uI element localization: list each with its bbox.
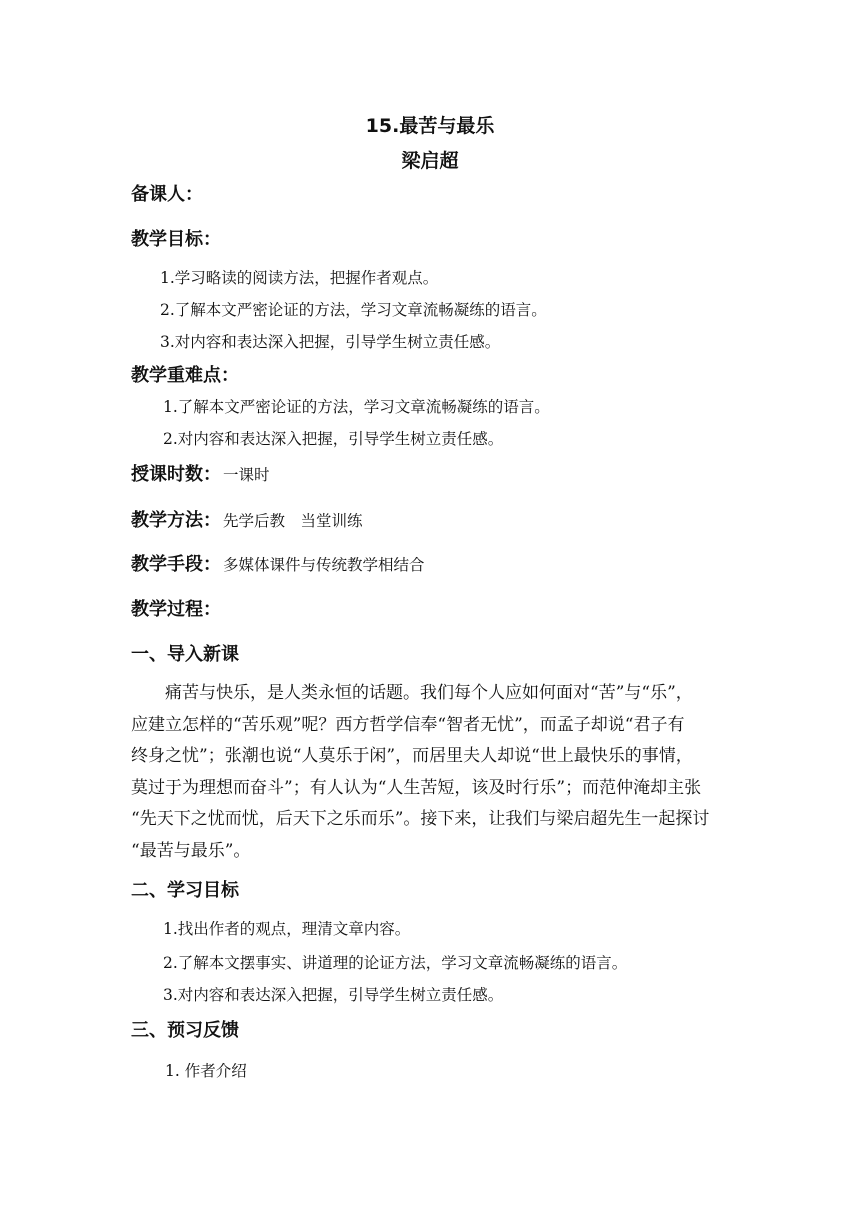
- objective-item: 2.了解本文严密论证的方法，学习文章流畅凝练的语言。: [160, 301, 547, 319]
- objective-item: 1.学习略读的阅读方法，把握作者观点。: [160, 269, 439, 287]
- preview-item: 1. 作者介绍: [165, 1062, 247, 1080]
- hours-label: 授课时数：: [131, 464, 221, 485]
- learning-objective-item: 2.了解本文摆事实、讲道理的论证方法，学习文章流畅凝练的语言。: [163, 954, 628, 972]
- hours-row: [131, 460, 270, 486]
- key-point-item: 2.对内容和表达深入把握，引导学生树立责任感。: [163, 430, 504, 448]
- prep-person-label: 备课人：: [131, 184, 203, 205]
- method-label: 教学方法：: [131, 510, 221, 531]
- paragraph-line: “最苦与最乐”。: [131, 840, 251, 861]
- section-heading-preview: 三、预习反馈: [131, 1020, 239, 1041]
- section-heading-objectives: 二、学习目标: [131, 880, 239, 901]
- author-name: 梁启超: [401, 150, 459, 172]
- process-label: 教学过程：: [131, 599, 221, 620]
- paragraph-line: “先天下之忧而忧，后天下之乐而乐”。接下来，让我们与梁启超先生一起探讨: [131, 809, 710, 830]
- method-value: 先学后教 当堂训练: [223, 512, 363, 530]
- means-row: [131, 550, 425, 576]
- objective-item: 3.对内容和表达深入把握，引导学生树立责任感。: [160, 333, 501, 351]
- paragraph-line: 应建立怎样的“苦乐观”呢？西方哲学信奉“智者无忧”，而孟子却说“君子有: [131, 714, 685, 735]
- prep-person-row: [131, 180, 203, 206]
- hours-value: 一课时: [223, 466, 270, 484]
- objectives-label: 教学目标：: [131, 229, 221, 250]
- key-point-item: 1.了解本文严密论证的方法，学习文章流畅凝练的语言。: [163, 398, 550, 416]
- paragraph-line: 莫过于为理想而奋斗”；有人认为“人生苦短，该及时行乐”；而范仲淹却主张: [131, 777, 702, 798]
- learning-objective-item: 3.对内容和表达深入把握，引导学生树立责任感。: [163, 986, 504, 1004]
- means-label: 教学手段：: [131, 554, 221, 575]
- learning-objective-item: 1.找出作者的观点，理清文章内容。: [163, 920, 411, 938]
- lesson-title: 15.最苦与最乐: [365, 115, 495, 137]
- section-heading-intro: 一、导入新课: [131, 644, 239, 665]
- key-points-label: 教学重难点：: [131, 365, 239, 386]
- paragraph-line: 痛苦与快乐，是人类永恒的话题。我们每个人应如何面对“苦”与“乐”，: [131, 683, 693, 703]
- means-value: 多媒体课件与传统教学相结合: [223, 556, 425, 574]
- paragraph-line: 终身之忧”；张潮也说“人莫乐于闲”，而居里夫人却说“世上最快乐的事情，: [131, 746, 693, 767]
- intro-paragraph: [131, 678, 736, 868]
- method-row: [131, 506, 363, 532]
